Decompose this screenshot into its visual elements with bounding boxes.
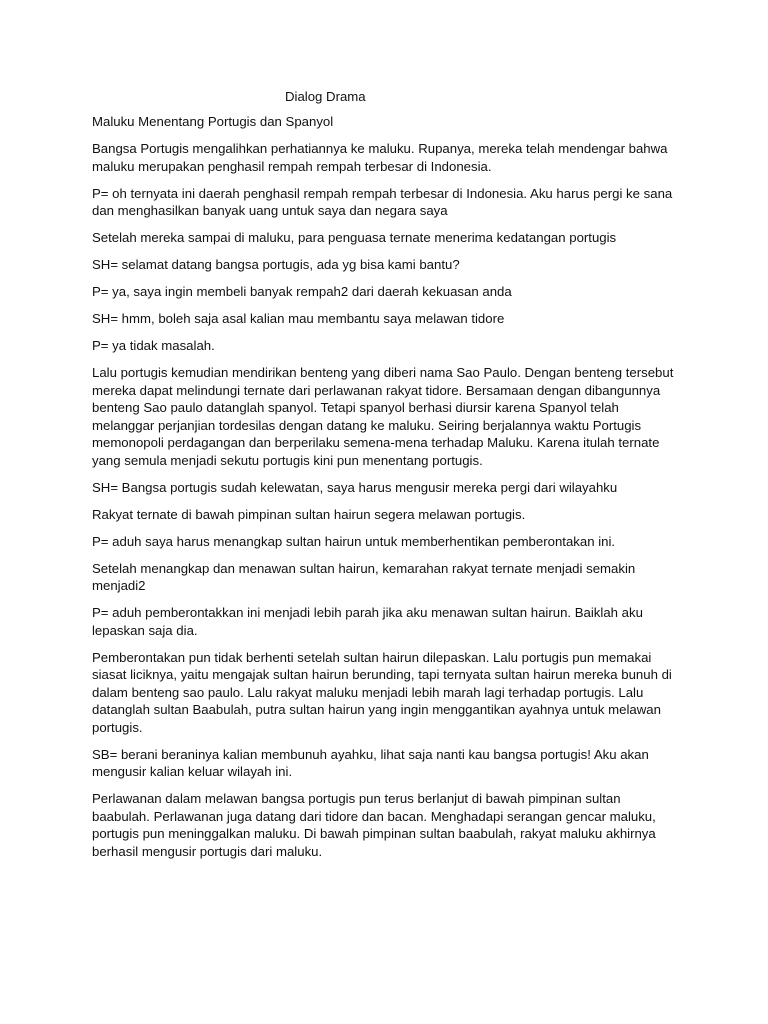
dialog-line: P= ya tidak masalah. <box>92 338 215 353</box>
narration-paragraph: Lalu portugis kemudian mendirikan benteng yang diberi nama Sao Paulo. Dengan benteng tersebut mereka dapat melindungi ternate dari perlawanan rakyat tidore. Bersamaan dengan dibangunnya benteng Sao paulo datanglah spanyol. Tetapi spanyol berhasi diursir karena Spanyol telah melanggar perjanjian tordesilas dengan datang ke maluku. Seiring berjalannya waktu Portugis memonopoli perdagangan dan berperilaku semena-mena terhadap Maluku. Karena itulah ternate yang semula menjadi sekutu portugis kini pun menentang portugis. <box>92 365 674 468</box>
subtitle-paragraph: Maluku Menentang Portugis dan Spanyol <box>92 114 334 129</box>
dialog-line: P= ya, saya ingin membeli banyak rempah2 dari daerah kekuasan anda <box>92 284 512 299</box>
dialog-line: P= aduh saya harus menangkap sultan hairun untuk memberhentikan pemberontakan ini. <box>92 533 616 549</box>
dialog-line: P= aduh pemberontakkan ini menjadi lebih parah jika aku menawan sultan hairun. Baiklah aku lepaskan saja dia. <box>92 605 643 638</box>
dialog-line: SH= Bangsa portugis sudah kelewatan, saya harus mengusir mereka pergi dari wilayahku <box>92 479 618 495</box>
dialog-line: SH= selamat datang bangsa portugis, ada yg bisa kami bantu? <box>92 257 460 272</box>
narration-paragraph: Setelah menangkap dan menawan sultan hairun, kemarahan rakyat ternate menjadi semakin menjadi2 <box>92 560 636 593</box>
narration-paragraph: Pemberontakan pun tidak berhenti setelah sultan hairun dilepaskan. Lalu portugis pun memakai siasat liciknya, yaitu mengajak sultan hairun berunding, tapi ternyata sultan hairun mereka bunuh di dalam benteng sao paulo. Lalu rakyat maluku menjadi lebih marah lagi terhadap portugis. Lalu datanglah sultan Baabulah, putra sultan hairun yang ingin menggantikan ayahnya untuk melawan portugis. <box>92 649 672 735</box>
intro-paragraph: Bangsa Portugis mengalihkan perhatiannya ke maluku. Rupanya, mereka telah mendengar bahwa maluku merupakan penghasil rempah rempah terbesar di Indonesia. <box>92 141 668 174</box>
document-title: Dialog Drama <box>285 89 366 104</box>
narration-paragraph: Rakyat ternate di bawah pimpinan sultan hairun segera melawan portugis. <box>92 506 526 522</box>
dialog-line: SH= hmm, boleh saja asal kalian mau membantu saya melawan tidore <box>92 311 505 326</box>
narration-paragraph: Setelah mereka sampai di maluku, para penguasa ternate menerima kedatangan portugis <box>92 230 617 245</box>
document-body <box>92 113 677 870</box>
closing-paragraph: Perlawanan dalam melawan bangsa portugis pun terus berlanjut di bawah pimpinan sultan baabulah. Perlawanan juga datang dari tidore dan bacan. Menghadapi serangan gencar maluku, portugis pun meninggalkan maluku. Di bawah pimpinan sultan baabulah, rakyat maluku akhirnya berhasil mengusir portugis dari maluku. <box>92 791 656 859</box>
dialog-line: SB= berani beraninya kalian membunuh ayahku, lihat saja nanti kau bangsa portugis! Aku akan mengusir kalian keluar wilayah ini. <box>92 746 649 779</box>
dialog-line: P= oh ternyata ini daerah penghasil rempah rempah terbesar di Indonesia. Aku harus pergi ke sana dan menghasilkan banyak uang untuk saya dan negara saya <box>92 185 673 218</box>
